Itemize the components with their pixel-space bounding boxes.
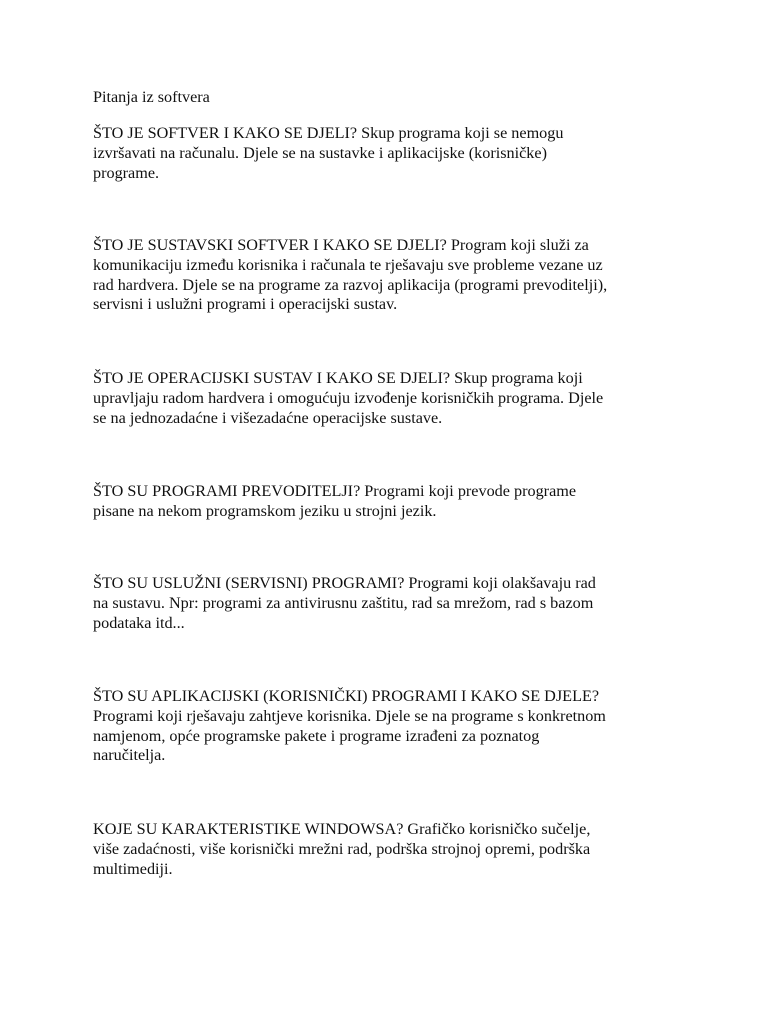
paragraph-line: ŠTO SU APLIKACIJSKI (KORISNIČKI) PROGRAMI I KAKO SE DJELE? bbox=[93, 687, 600, 705]
question-paragraph-6 bbox=[93, 687, 693, 766]
paragraph-line: komunikaciju između korisnika i računala te rješavaju sve probleme vezane uz bbox=[93, 255, 603, 274]
paragraph-line: upravljaju radom hardvera i omogućuju izvođenje korisničkih programa. Djele bbox=[93, 388, 604, 407]
question-paragraph-4 bbox=[93, 482, 693, 522]
paragraph-line: ŠTO JE OPERACIJSKI SUSTAV I KAKO SE DJELI? Skup programa koji bbox=[93, 369, 583, 387]
paragraph-line: na sustavu. Npr: programi za antivirusnu zaštitu, rad sa mrežom, rad s bazom bbox=[93, 593, 594, 612]
paragraph-line: ŠTO SU USLUŽNI (SERVISNI) PROGRAMI? Programi koji olakšavaju rad bbox=[93, 574, 596, 592]
paragraph-line: ŠTO JE SOFTVER I KAKO SE DJELI? Skup programa koji se nemogu bbox=[93, 124, 564, 142]
paragraph-line: pisane na nekom programskom jeziku u strojni jezik. bbox=[93, 501, 437, 520]
question-paragraph-1 bbox=[93, 124, 693, 183]
paragraph-line: rad hardvera. Djele se na programe za razvoj aplikacija (programi prevoditelji), bbox=[93, 275, 608, 294]
paragraph-line: Programi koji rješavaju zahtjeve korisnika. Djele se na programe s konkretnom bbox=[93, 706, 606, 725]
paragraph-line: multimediji. bbox=[93, 859, 173, 878]
paragraph-line: servisni i uslužni programi i operacijski sustav. bbox=[93, 295, 398, 314]
question-paragraph-3 bbox=[93, 369, 693, 428]
paragraph-line: naručitelja. bbox=[93, 746, 166, 765]
paragraph-line: ŠTO JE SUSTAVSKI SOFTVER I KAKO SE DJELI? Program koji služi za bbox=[93, 236, 589, 254]
paragraph-line: podataka itd... bbox=[93, 613, 185, 632]
paragraph-line: više zadaćnosti, više korisnički mrežni rad, podrška strojnoj opremi, podrška bbox=[93, 839, 591, 858]
paragraph-line: KOJE SU KARAKTERISTIKE WINDOWSA? Grafičko korisničko sučelje, bbox=[93, 820, 591, 838]
paragraph-line: izvršavati na računalu. Djele se na sustavke i aplikacijske (korisničke) bbox=[93, 143, 547, 162]
question-paragraph-2 bbox=[93, 236, 693, 315]
paragraph-line: se na jednozadaćne i višezadaćne operacijske sustave. bbox=[93, 408, 443, 427]
question-paragraph-7 bbox=[93, 820, 693, 879]
paragraph-line: namjenom, opće programske pakete i programe izrađeni za poznatog bbox=[93, 726, 540, 745]
paragraph-line: ŠTO SU PROGRAMI PREVODITELJI? Programi koji prevode programe bbox=[93, 482, 577, 500]
question-paragraph-5 bbox=[93, 574, 693, 633]
paragraph-line: programe. bbox=[93, 163, 160, 182]
document-title: Pitanja iz softvera bbox=[93, 88, 210, 106]
